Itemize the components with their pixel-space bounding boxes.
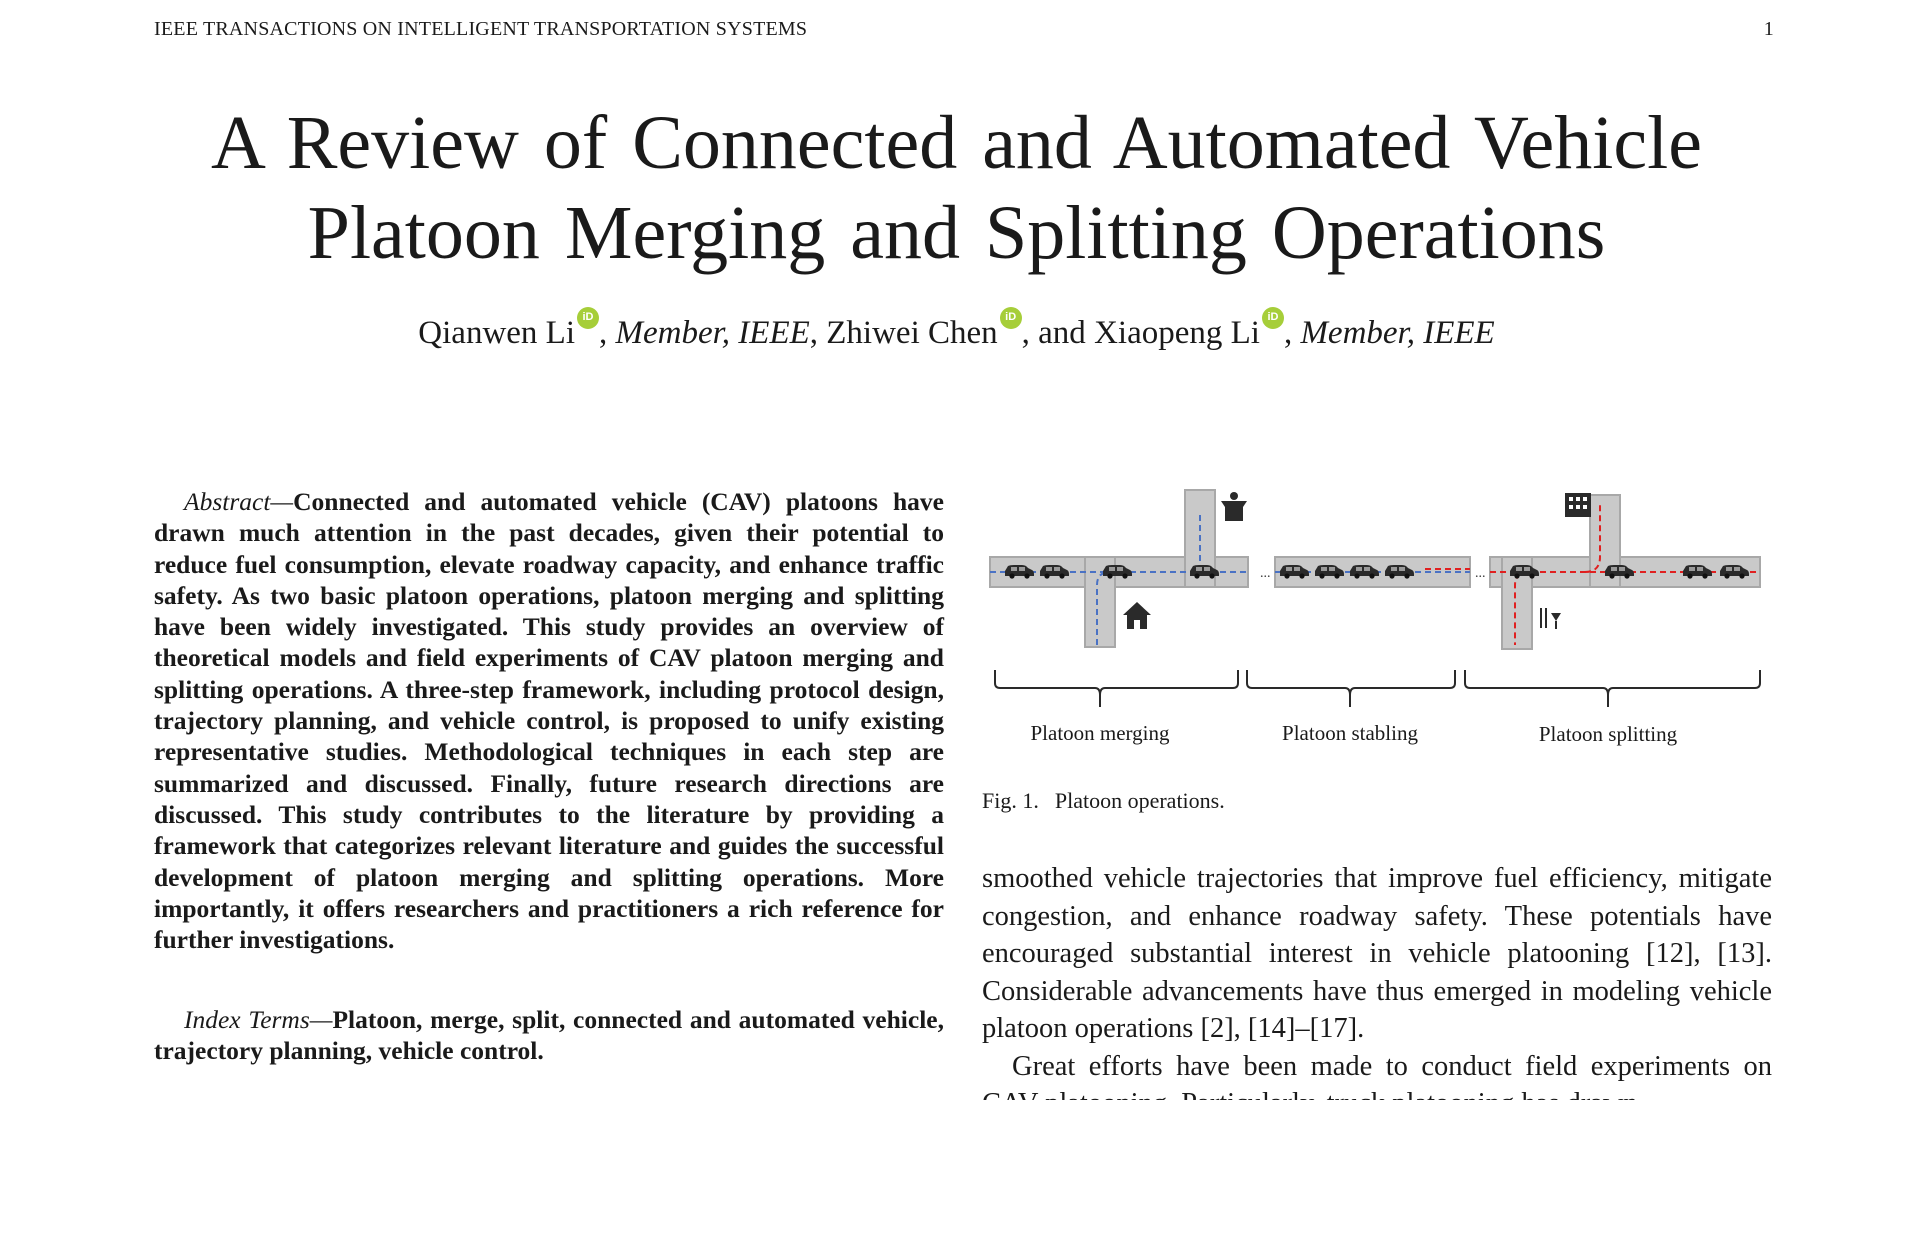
svg-text:...: ... [1475, 566, 1486, 581]
stabling-road [1275, 557, 1470, 587]
page-bottom-whitespace [0, 1100, 1913, 1239]
body-paragraph: Great efforts have been made to conduct field experiments on [1012, 1050, 1772, 1082]
author-list: Qianwen Li iD , Member, IEEE, Zhiwei Chen iD , and Xiaopeng Li iD , Member, IEEE [0, 307, 1913, 352]
index-terms-lead: Index Terms— [184, 1005, 333, 1034]
index-terms-text: Platoon, merge, split, connected and automated vehicle, trajectory planning, vehicle control. [154, 1005, 944, 1066]
splitting-road [1490, 495, 1760, 649]
label-stabling: Platoon stabling [1282, 721, 1418, 745]
abstract [154, 486, 944, 955]
author-1-name: Qianwen Li [418, 315, 575, 351]
house-icon [1123, 602, 1151, 629]
journal-name: IEEE TRANSACTIONS ON INTELLIGENT TRANSPORTATION SYSTEMS [154, 18, 808, 40]
body-column-right [982, 860, 1772, 1123]
author-3-name: Xiaopeng Li [1094, 315, 1260, 351]
abstract-lead: Abstract— [184, 487, 294, 516]
svg-text:...: ... [1260, 566, 1271, 581]
title-line-2: Platoon Merging and Splitting Operations [307, 191, 1606, 275]
label-merging: Platoon merging [1030, 721, 1170, 745]
author-2-name: Zhiwei Chen [826, 315, 998, 351]
building-icon [1565, 493, 1591, 517]
splitting-brace [1465, 670, 1760, 707]
restaurant-icon [1540, 608, 1561, 629]
figure-caption [982, 788, 1225, 814]
merging-brace [995, 670, 1238, 707]
page-number: 1 [1763, 18, 1774, 40]
index-terms [154, 1004, 944, 1067]
figure-caption-text: Platoon operations. [1054, 788, 1225, 813]
stabling-brace [1247, 670, 1455, 707]
author-1-role: Member, IEEE [615, 315, 810, 351]
paper-title [0, 98, 1913, 278]
orcid-icon[interactable]: iD [1262, 307, 1284, 329]
title-line-1: A Review of Connected and Automated Vehicle [211, 101, 1702, 185]
platoon-operations-figure [985, 485, 1765, 765]
shopping-icon [1221, 492, 1247, 521]
author-connector: and [1038, 315, 1086, 351]
label-splitting: Platoon splitting [1538, 722, 1678, 746]
orcid-icon[interactable]: iD [1000, 307, 1022, 329]
orcid-icon[interactable]: iD [577, 307, 599, 329]
body-paragraph: smoothed vehicle trajectories that improve fuel efficiency, mitigate congestion, and enhance roadway safety. These potentials have encouraged substantial interest in vehicle platooning [12], [13]. Considerable advancements have thus emerged in modeling vehicle platoon operations [2], [14]–[17]. [982, 863, 1772, 1044]
merging-road [990, 490, 1248, 647]
author-3-role: Member, IEEE [1300, 315, 1495, 351]
abstract-text: Connected and automated vehicle (CAV) platoons have drawn much attention in the past decades, given their potential to reduce fuel consumption, elevate roadway capacity, and enhance traffic safety. As two basic platoon operations, platoon merging and splitting have been widely investigated. This study provides an overview of theoretical models and field experiments of CAV platoon merging and splitting operations. A three-step framework, including protocol design, trajectory planning, and vehicle control, is proposed to unify existing representative studies. Methodological techniques in each step are summarized and discussed. Finally, future research directions are discussed. This study contributes to the literature by providing a framework that categorizes relevant literature and guides the successful development of platoon merging and splitting operations. More importantly, it offers researchers and practitioners a rich reference for further investigations. [154, 487, 944, 955]
figure-number: Fig. 1. [982, 788, 1039, 813]
